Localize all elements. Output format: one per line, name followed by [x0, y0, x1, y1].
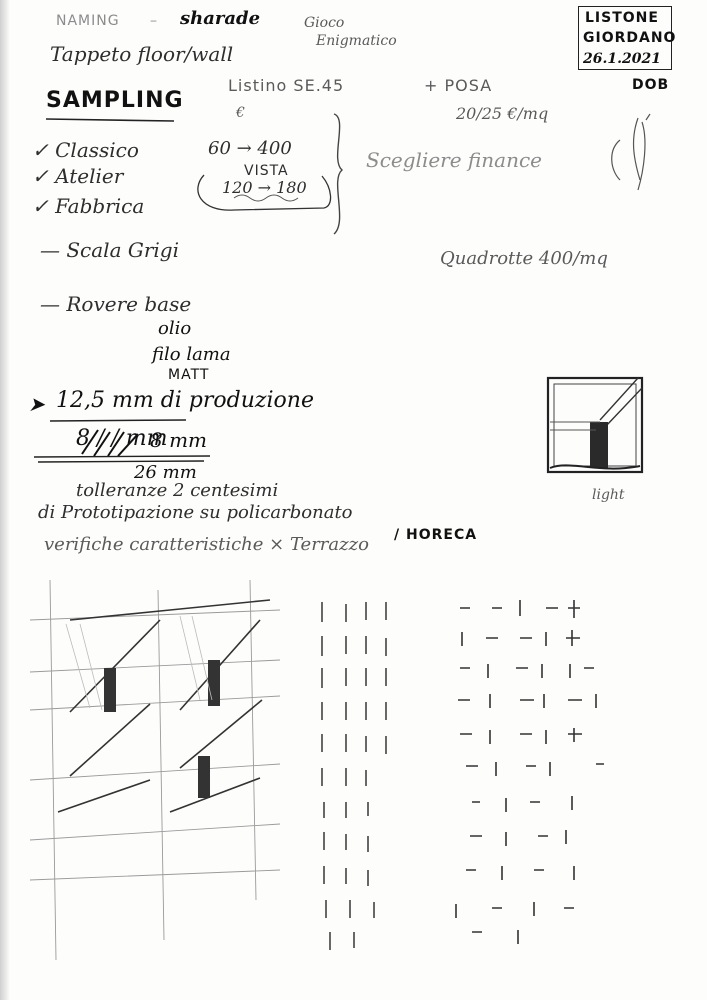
- sampling-underline: [46, 116, 176, 124]
- naming-dash: –: [150, 13, 157, 29]
- thickness-8mm: 8 mm: [150, 428, 208, 452]
- check-fabbrica-label: Fabbrica: [55, 194, 145, 218]
- range-vista: 120 → 180: [222, 178, 307, 197]
- prototipazione-line: di Prototipazione su policarbonato: [38, 502, 353, 523]
- listino-label: Listino SE.45: [228, 76, 345, 95]
- rovere-olio: olio: [158, 318, 192, 339]
- tick-pattern-right: [446, 596, 616, 956]
- signature-initials: DOB: [632, 77, 670, 93]
- sketch-label: light: [592, 487, 625, 503]
- tappeto-floor-wall: Tappeto floor/wall: [50, 42, 234, 66]
- rovere-matt: MATT: [168, 367, 210, 383]
- produzione-underline: [50, 418, 190, 424]
- arrow-mark: ➤: [28, 392, 45, 416]
- posa-price: 20/25 €/mq: [456, 104, 549, 123]
- sampling-heading: SAMPLING: [46, 88, 184, 113]
- range-vista-label: VISTA: [244, 163, 289, 179]
- check-classico-label: Classico: [55, 138, 139, 162]
- range-main: 60 → 400: [208, 138, 292, 159]
- perspective-grid-sketch: [30, 580, 290, 970]
- bullet-scala-grigi: — Scala Grigi: [40, 238, 179, 262]
- rovere-filo-lama: filo lama: [152, 344, 231, 365]
- posa-label: + POSA: [424, 76, 493, 95]
- header-box: [578, 6, 677, 70]
- naming-label: NAMING: [56, 13, 120, 29]
- tolleranze-line: tolleranze 2 centesimi: [76, 480, 279, 501]
- bullet-rovere: — Rovere base: [40, 292, 192, 316]
- verifiche-line: verifiche caratteristiche × Terrazzo: [44, 534, 369, 555]
- page-edge-shadow: [0, 0, 10, 1000]
- struck-text: 8 / / mm: [76, 426, 168, 451]
- check-fabbrica: ✓ Fabbrica: [32, 194, 145, 218]
- check-atelier-label: Atelier: [55, 164, 124, 188]
- horeca-label: / HORECA: [394, 527, 478, 543]
- scegliere-finance: Scegliere finance: [366, 148, 542, 172]
- thickness-26mm: 26 mm: [134, 462, 197, 483]
- bullet-scala-label: Scala Grigi: [66, 238, 179, 262]
- euro-symbol: €: [236, 105, 245, 121]
- quadrotte-price: Quadrotte 400/mq: [440, 248, 608, 269]
- header-date: 26.1.2021: [583, 51, 661, 67]
- produzione-line: 12,5 mm di produzione: [56, 388, 314, 413]
- header-line-giordano: GIORDANO: [583, 30, 677, 46]
- tick-pattern-left: [310, 596, 420, 956]
- curly-brace: [320, 110, 360, 240]
- profile-sketch: [590, 110, 670, 200]
- header-line-listone: LISTONE: [585, 10, 659, 26]
- bullet-rovere-label: Rovere base: [66, 292, 192, 316]
- check-classico: ✓ Classico: [32, 138, 139, 162]
- gioco-line-2: Enigmatico: [316, 33, 397, 49]
- gioco-line-1: Gioco: [304, 15, 345, 31]
- naming-value: sharade: [180, 8, 261, 29]
- check-atelier: ✓ Atelier: [32, 164, 124, 188]
